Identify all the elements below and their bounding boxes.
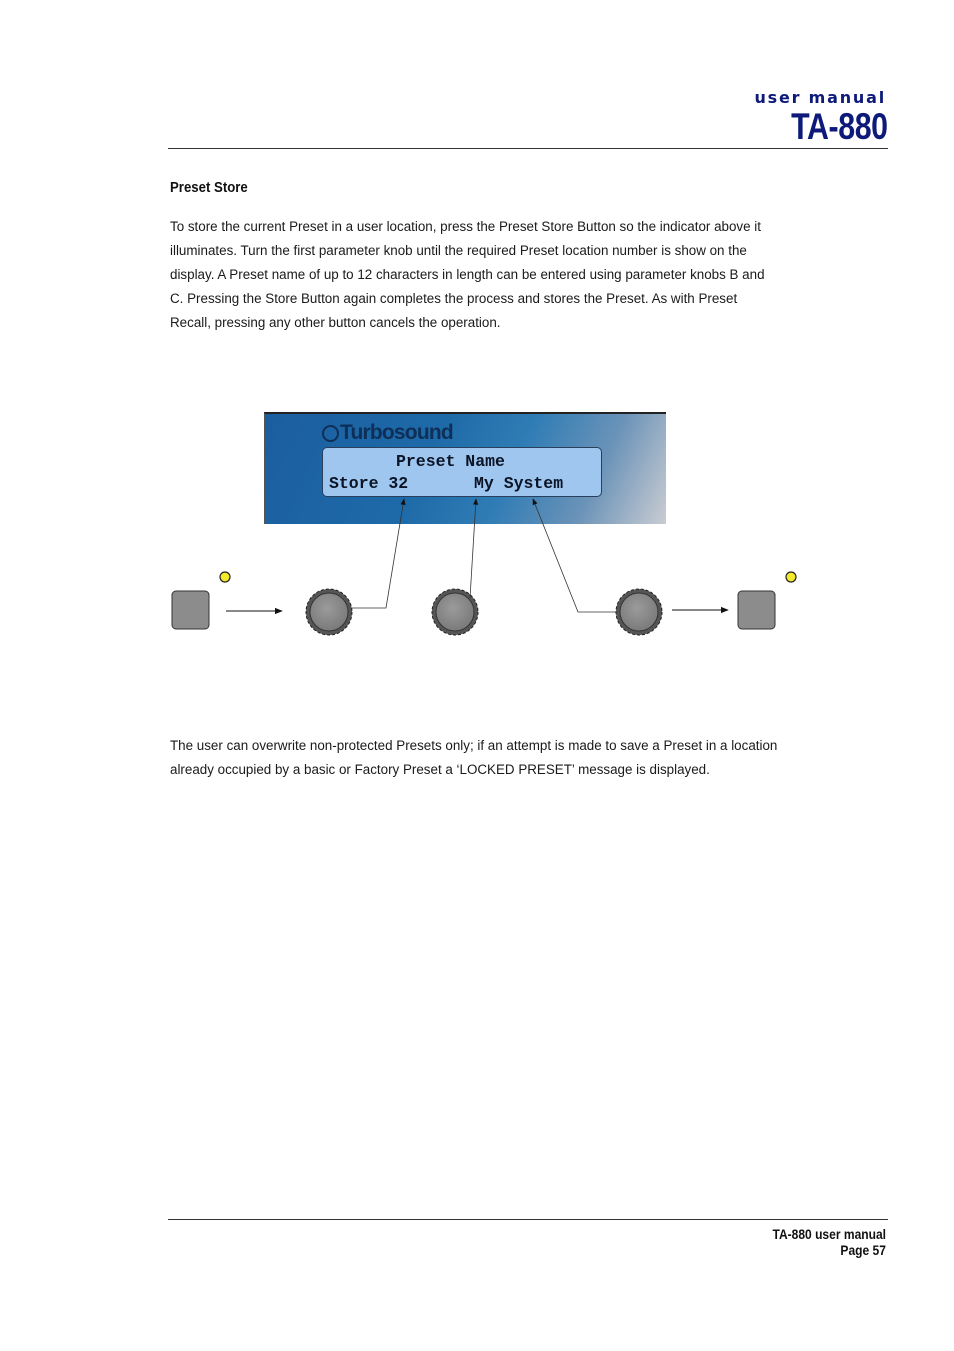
logo-ring-icon (322, 425, 339, 442)
footer-manual-title: TA-880 user manual (772, 1226, 886, 1242)
header-title: TA-880 (791, 106, 888, 147)
footer-page-number: Page 57 (840, 1242, 886, 1258)
header-divider (168, 148, 888, 149)
lcd-line-1: Preset Name (396, 452, 505, 471)
parameter-knob-c[interactable] (616, 589, 662, 635)
brand-logo (322, 421, 453, 445)
parameter-knob-b[interactable] (432, 589, 478, 635)
led-indicator-icon (786, 572, 796, 582)
footer-divider (168, 1219, 888, 1220)
preset-store-button[interactable] (172, 591, 209, 629)
brand-wordmark: Turbosound (340, 421, 453, 444)
led-indicator-icon (220, 572, 230, 582)
lcd-line-2-right: My System (474, 474, 564, 493)
store-button[interactable] (738, 591, 775, 629)
body-paragraph-overwrite: The user can overwrite non-protected Presets only; if an attempt is made to save a Preset in a location already occupied by a basic or Factory Preset a ‘LOCKED PRESET’ message is displayed. (170, 738, 778, 777)
body-paragraph-store: To store the current Preset in a user location, press the Preset Store Button so the indicator above it illuminates. Turn the first parameter knob until the required Preset location number is show on the display. A Preset name of up to 12 characters in length can be entered using parameter knobs B and C. Pressing the Store Button again completes the process and stores the Preset. As with Preset Recall, pressing any other button cancels the operation. (170, 219, 765, 330)
lcd-line-2-left: Store 32 (329, 474, 409, 493)
header-subtitle: user manual (754, 88, 886, 107)
section-heading: Preset Store (170, 179, 248, 196)
parameter-knob-a[interactable] (306, 589, 352, 635)
